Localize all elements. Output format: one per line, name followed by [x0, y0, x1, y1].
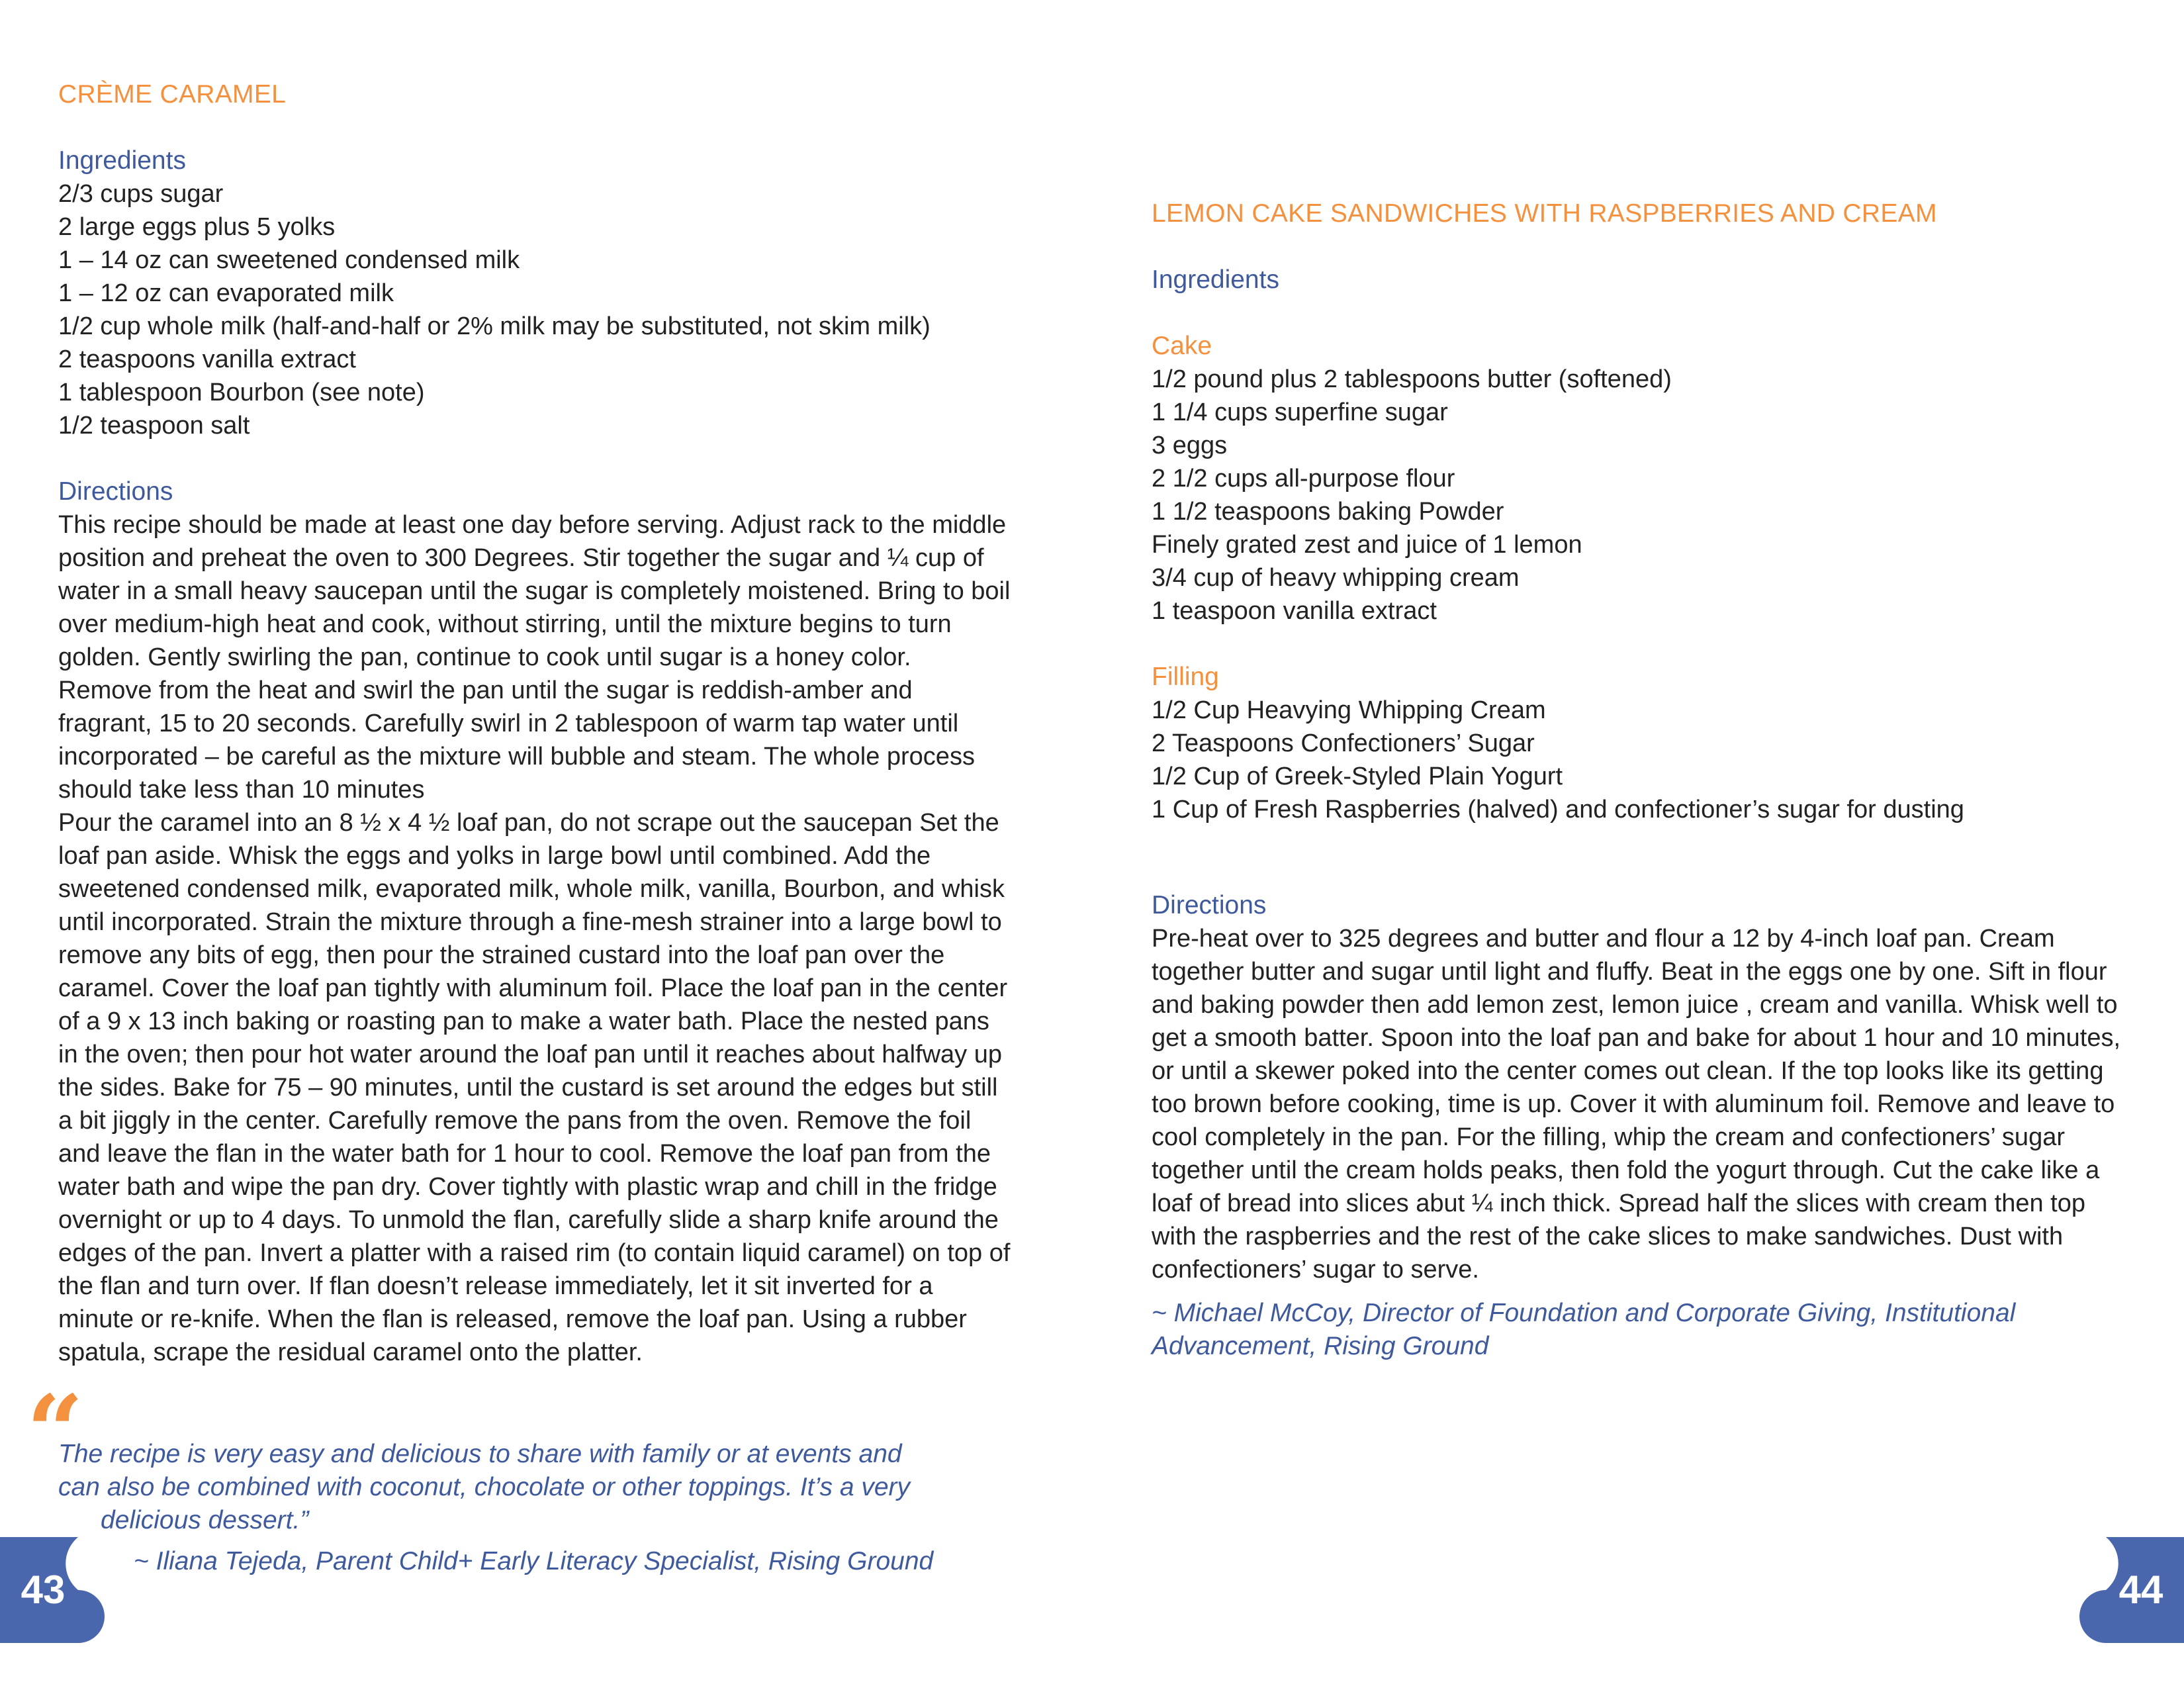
- ingredient-item: 2 large eggs plus 5 yolks: [58, 213, 336, 241]
- quote-line: can also be combined with coconut, chocolate or other toppings. It’s a very: [58, 1473, 911, 1501]
- ingredient-item: Finely grated zest and juice of 1 lemon: [1152, 531, 1582, 559]
- ingredients-heading: Ingredients: [58, 146, 186, 175]
- ingredient-item: 1 teaspoon vanilla extract: [1152, 597, 1437, 625]
- page-number-tab: [0, 1537, 113, 1643]
- creme-caramel-recipe: [58, 78, 1011, 1369]
- ingredient-item: 1/2 Cup Heavying Whipping Cream: [1152, 696, 1546, 724]
- ingredient-item: 1/2 teaspoon salt: [58, 412, 250, 440]
- directions-paragraph: Pre-heat over to 325 degrees and butter and flour a 12 by 4-inch loaf pan. Cream together butter and sugar until light and fluffy. Beat in the eggs one by one. Sift in flour and baking powder then add lemon zest, lemon juice , cream and vanilla. Whisk well to get a smooth batter. Spoon into the loaf pan and bake for about 1 hour and 10 minutes, or until a skewer poked into the center comes out clean. If the top looks like its getting too brown before cooking, time is up. Cover it with aluminum foil. Remove and leave to cool completely in the pan. For the filling, whip the cream and confectioners’ sugar together until the cream holds peaks, then fold the yogurt through. Cut the cake like a loaf of bread into slices abut ¼ inch thick. Spread half the slices with cream then top with the raspberries and the rest of the cake slices to make sandwiches. Dust with confectioners’ sugar to serve.: [1152, 925, 2121, 1284]
- ingredient-item: 1/2 Cup of Greek-Styled Plain Yogurt: [1152, 763, 1563, 790]
- quote-line: The recipe is very easy and delicious to share with family or at events and: [58, 1440, 902, 1468]
- ingredient-item: 1 1/4 cups superfine sugar: [1152, 399, 1448, 426]
- quote-mark-icon: “: [26, 1374, 84, 1490]
- cake-ingredients-list: [1152, 363, 2131, 628]
- testimonial-quote: [58, 1438, 985, 1578]
- ingredients-heading: Ingredients: [1152, 265, 1279, 294]
- directions-heading: Directions: [1152, 891, 1267, 919]
- lemon-cake-recipe: [1152, 197, 2131, 1363]
- directions-heading: Directions: [58, 477, 173, 506]
- filling-ingredients-list: [1152, 694, 2131, 826]
- directions-paragraph: Pour the caramel into an 8 ½ x 4 ½ loaf pan, do not scrape out the saucepan Set the loaf pan aside. Whisk the eggs and yolks in large bowl until combined. Add the sweetened condensed milk, evaporated milk, whole milk, vanilla, Bourbon, and whisk until incorporated. Strain the mixture through a fine-mesh strainer into a large bowl to remove any bits of egg, then pour the strained custard into the loaf pan over the caramel. Cover the loaf pan tightly with aluminum foil. Place the loaf pan in the center of a 9 x 13 inch baking or roasting pan to make a water bath. Place the nested pans in the oven; then pour hot water around the loaf pan until it reaches about halfway up the sides. Bake for 75 – 90 minutes, until the custard is set around the edges but still a bit jiggly in the center. Carefully remove the pans from the oven. Remove the foil and leave the flan in the water bath for 1 hour to cool. Remove the loaf pan from the water bath and wipe the pan dry. Cover tightly with plastic wrap and chill in the fridge overnight or up to 4 days. To unmold the flan, carefully slide a sharp knife around the edges of the pan. Invert a platter with a raised rim (to contain liquid caramel) on top of the flan and turn over. If flan doesn’t release immediately, let it sit inverted for a minute or re-knife. When the flan is released, remove the loaf pan. Using a rubber spatula, scrape the residual caramel onto the platter.: [58, 809, 1011, 1366]
- page-number: 44: [2118, 1568, 2163, 1612]
- recipe-title: CRÈME CARAMEL: [58, 80, 287, 109]
- recipe-title: LEMON CAKE SANDWICHES WITH RASPBERRIES AND CREAM: [1152, 199, 1937, 228]
- ingredient-item: 2 Teaspoons Confectioners’ Sugar: [1152, 729, 1535, 757]
- right-page: [1092, 0, 2184, 1688]
- ingredient-item: 1 – 14 oz can sweetened condensed milk: [58, 246, 520, 274]
- ingredient-item: 1/2 cup whole milk (half-and-half or 2% milk may be substituted, not skim milk): [58, 312, 931, 340]
- filling-heading: Filling: [1152, 663, 1219, 691]
- ingredient-item: 2 1/2 cups all-purpose flour: [1152, 465, 1455, 492]
- directions-paragraph: This recipe should be made at least one day before serving. Adjust rack to the middle position and preheat the oven to 300 Degrees. Stir together the sugar and ¼ cup of water in a small heavy saucepan until the sugar is completely moistened. Bring to boil over medium-high heat and cook, without stirring, until the mixture begins to turn golden. Gently swirling the pan, continue to cook until sugar is a honey color. Remove from the heat and swirl the pan until the sugar is reddish-amber and fragrant, 15 to 20 seconds. Carefully swirl in 2 tablespoon of warm tap water until incorporated – be careful as the mixture will bubble and steam. The whole process should take less than 10 minutes: [58, 511, 1011, 804]
- ingredient-item: 3 eggs: [1152, 432, 1228, 459]
- page-number-tab: [2071, 1537, 2184, 1643]
- ingredients-list: [58, 177, 1011, 442]
- ingredient-item: 1 – 12 oz can evaporated milk: [58, 279, 394, 307]
- quote-text: [58, 1438, 972, 1537]
- ingredient-item: 2 teaspoons vanilla extract: [58, 346, 356, 373]
- ingredient-item: 3/4 cup of heavy whipping cream: [1152, 564, 1520, 592]
- ingredient-item: 1 Cup of Fresh Raspberries (halved) and confectioner’s sugar for dusting: [1152, 796, 1964, 823]
- ingredient-item: 1 tablespoon Bourbon (see note): [58, 379, 425, 406]
- ingredient-item: 1/2 pound plus 2 tablespoons butter (softened): [1152, 365, 1672, 393]
- quote-line: delicious dessert.”: [101, 1506, 309, 1534]
- ingredient-item: 2/3 cups sugar: [58, 180, 224, 208]
- quote-attribution: ~ Iliana Tejeda, Parent Child+ Early Literacy Specialist, Rising Ground: [134, 1547, 934, 1575]
- page-number: 43: [21, 1568, 66, 1612]
- recipe-attribution: ~ Michael McCoy, Director of Foundation and Corporate Giving, Institutional Advancement, Rising Ground: [1152, 1299, 2016, 1360]
- ingredient-item: 1 1/2 teaspoons baking Powder: [1152, 498, 1504, 526]
- cake-heading: Cake: [1152, 332, 1212, 360]
